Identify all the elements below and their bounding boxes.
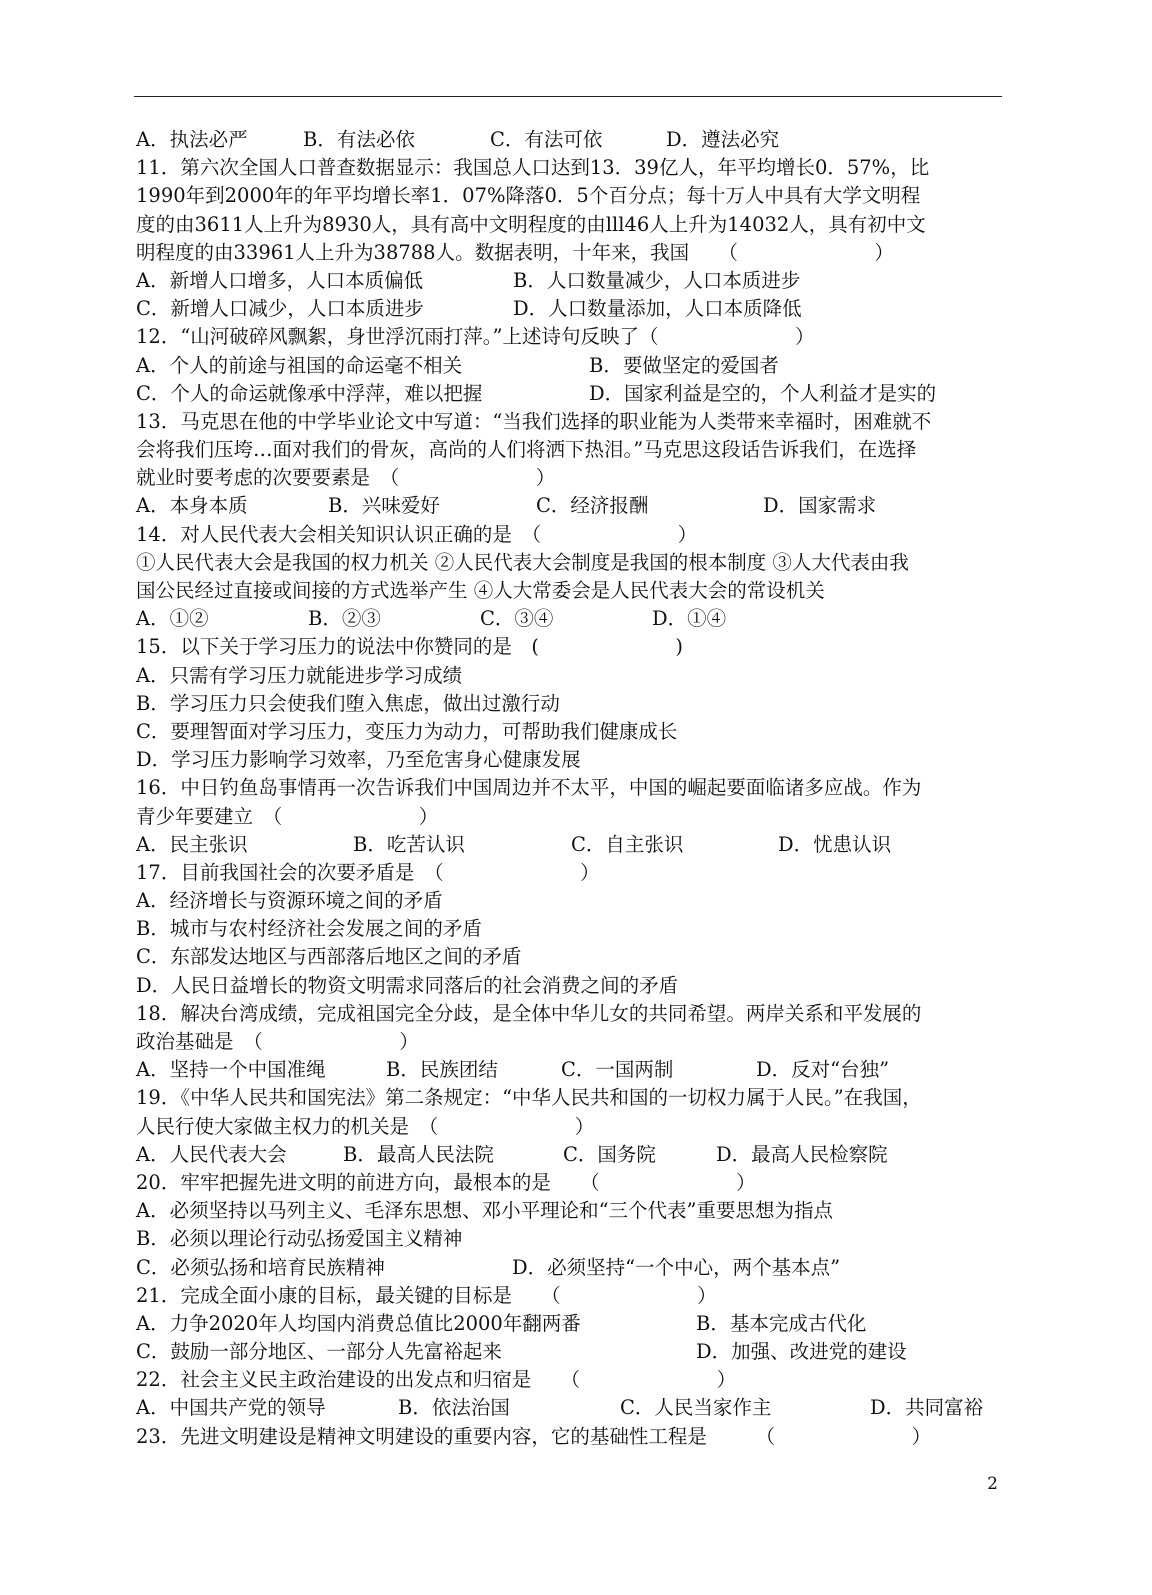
option-text: D．加强、改进党的建设 (696, 1340, 907, 1364)
option-text: C．鼓励一部分地区、一部分人先富裕起来 (136, 1340, 502, 1364)
text-line: 12．“山河破碎风飘絮，身世浮沉雨打萍。”上述诗句反映了（ ） (136, 325, 815, 349)
text-line: 23．先进文明建设是精神文明建设的重要内容，它的基础性工程是 （ ） (136, 1424, 932, 1448)
option-text: A．力争2020年人均国内消费总值比2000年翻两番 (136, 1311, 581, 1335)
text-line: 青少年要建立 （ ） (136, 804, 439, 828)
option-text: A．坚持一个中国准绳 (136, 1058, 326, 1082)
option-text: C．新增人口减少，人口本质进步 (136, 297, 424, 321)
option-text: D．必须坚持“一个中心，两个基本点” (512, 1255, 841, 1279)
text-line: 明程度的由33961人上升为38788人。数据表明，十年来，我国 （ ） (136, 240, 894, 264)
text-line: 15．以下关于学习压力的说法中你赞同的是 ( ) (136, 635, 684, 659)
option-text: D．反对“台独” (756, 1058, 890, 1082)
options-row (136, 1141, 1002, 1169)
text-line: A．必须坚持以马列主义、毛泽东思想、邓小平理论和“三个代表”重要思想为指点 (136, 1199, 834, 1223)
option-text: C．国务院 (563, 1142, 656, 1166)
option-text: B．有法必依 (303, 128, 415, 151)
option-text: D．①④ (652, 607, 727, 631)
options-row (136, 1056, 1002, 1084)
options-row (136, 605, 1002, 633)
option-text: D．共同富裕 (870, 1396, 984, 1420)
option-text: A．中国共产党的领导 (136, 1396, 326, 1420)
options-row (136, 492, 1002, 520)
document-body (136, 126, 1002, 1451)
option-text: B．要做坚定的爱国者 (589, 353, 779, 377)
option-text: D．忧患认识 (778, 832, 892, 856)
text-line: B．必须以理论行动弘扬爱国主义精神 (136, 1227, 463, 1251)
options-row (136, 831, 1002, 859)
options-row (136, 267, 1002, 295)
option-text: B．兴味爱好 (328, 494, 440, 518)
text-line: 1990年到2000年的年平均增长率1．07%降落0．5个百分点；每十万人中具有大学文明程 (136, 184, 921, 208)
text-line: ①人民代表大会是我国的权力机关 ②人民代表大会制度是我国的根本制度 ③人大代表由我 (136, 550, 909, 574)
text-line: D．学习压力影响学习效率，乃至危害身心健康发展 (136, 748, 581, 772)
text-line: 14．对人民代表大会相关知识认识正确的是 （ ） (136, 522, 698, 546)
option-text: C．个人的命运就像承中浮萍，难以把握 (136, 381, 483, 405)
option-text: A．①② (136, 607, 209, 631)
text-line: 22．社会主义民主政治建设的出发点和归宿是 （ ） (136, 1368, 737, 1392)
option-text: B．基本完成古代化 (696, 1311, 867, 1335)
option-text: B．吃苦认识 (353, 832, 465, 856)
option-text: B．最高人民法院 (343, 1142, 494, 1166)
option-text: D．遵法必究 (666, 128, 780, 151)
option-text: C．③④ (480, 607, 554, 631)
text-line: 18．解决台湾成绩，完成祖国完全分歧，是全体中华儿女的共同希望。两岸关系和平发展的 (136, 1001, 922, 1025)
option-text: A．民主张识 (136, 832, 248, 856)
options-row (136, 352, 1002, 380)
option-text: A．本身本质 (136, 494, 248, 518)
text-line: 20．牢牢把握先进文明的前进方向，最根本的是 （ ） (136, 1170, 756, 1194)
header-rule (134, 96, 1002, 97)
option-text: A．人民代表大会 (136, 1142, 287, 1166)
text-line: 国公民经过直接或间接的方式选举产生 ④人大常委会是人民代表大会的常设机关 (136, 579, 825, 602)
option-text: B．民族团结 (386, 1058, 498, 1082)
text-line: 11．第六次全国人口普查数据显示：我国总人口达到13．39亿人，年平均增长0．57%，比 (136, 156, 930, 180)
option-text: D．最高人民检察院 (716, 1142, 888, 1166)
text-line: 13．马克思在他的中学毕业论文中写道：“当我们选择的职业能为人类带来幸福时，困难就不 (136, 409, 932, 433)
text-line: 就业时要考虑的次要要素是 （ ） (136, 466, 556, 490)
text-line: 21．完成全面小康的目标，最关键的目标是 （ ） (136, 1283, 717, 1307)
text-line: C．要理智面对学习压力，变压力为动力，可帮助我们健康成长 (136, 719, 678, 743)
options-row (136, 380, 1002, 408)
option-text: D．人口数量添加，人口本质降低 (513, 297, 802, 321)
text-line: 17．目前我国社会的次要矛盾是 （ ） (136, 860, 600, 884)
option-text: B．②③ (308, 607, 381, 631)
text-line: 政治基础是 （ ） (136, 1030, 419, 1053)
options-row (136, 1310, 1002, 1338)
text-line: 度的由3611人上升为8930人，具有高中文明程度的由lll46人上升为14032人，具有初中文 (136, 212, 926, 236)
option-text: D．国家需求 (763, 494, 877, 518)
option-text: C．有法可依 (490, 128, 603, 151)
text-line: 会将我们压垮…面对我们的骨灰，高尚的人们将洒下热泪。”马克思这段话告诉我们，在选择 (136, 438, 917, 462)
option-text: B．人口数量减少，人口本质进步 (513, 268, 801, 292)
option-text: C．人民当家作主 (620, 1396, 772, 1420)
text-line: 16．中日钓鱼岛事情再一次告诉我们中国周边并不太平，中国的崛起要面临诸多应战。作为 (136, 776, 922, 800)
page-number: 2 (987, 1474, 998, 1494)
options-row (136, 1394, 1002, 1422)
option-text: D．国家利益是空的，个人利益才是实的 (589, 381, 937, 405)
text-line: C．东部发达地区与西部落后地区之间的矛盾 (136, 945, 522, 969)
options-row (136, 1254, 1002, 1282)
option-text: B．依法治国 (398, 1396, 510, 1420)
option-text: A．执法必严 (136, 128, 248, 151)
options-row (136, 1338, 1002, 1366)
option-text: C．经济报酬 (536, 494, 649, 518)
option-text: C．必须弘扬和培育民族精神 (136, 1255, 385, 1279)
option-text: C．自主张识 (571, 832, 684, 856)
option-text: C．一国两制 (561, 1058, 674, 1082)
text-line: D．人民日益增长的物资文明需求同落后的社会消费之间的矛盾 (136, 973, 679, 997)
option-text: A．新增人口增多，人口本质偏低 (136, 268, 424, 292)
text-line: A．只需有学习压力就能进步学习成绩 (136, 663, 463, 687)
options-row (136, 126, 1002, 154)
options-row (136, 295, 1002, 323)
text-line: 19．《中华人民共和国宪法》第二条规定：“中华人民共和国的一切权力属于人民。”在我国， (136, 1086, 922, 1110)
text-line: B．学习压力只会使我们堕入焦虑，做出过激行动 (136, 691, 560, 715)
text-line: A．经济增长与资源环境之间的矛盾 (136, 889, 443, 913)
text-line: B．城市与农村经济社会发展之间的矛盾 (136, 917, 482, 941)
text-line: 人民行使大家做主权力的机关是 （ ） (136, 1114, 595, 1138)
option-text: A．个人的前途与祖国的命运毫不相关 (136, 353, 463, 377)
